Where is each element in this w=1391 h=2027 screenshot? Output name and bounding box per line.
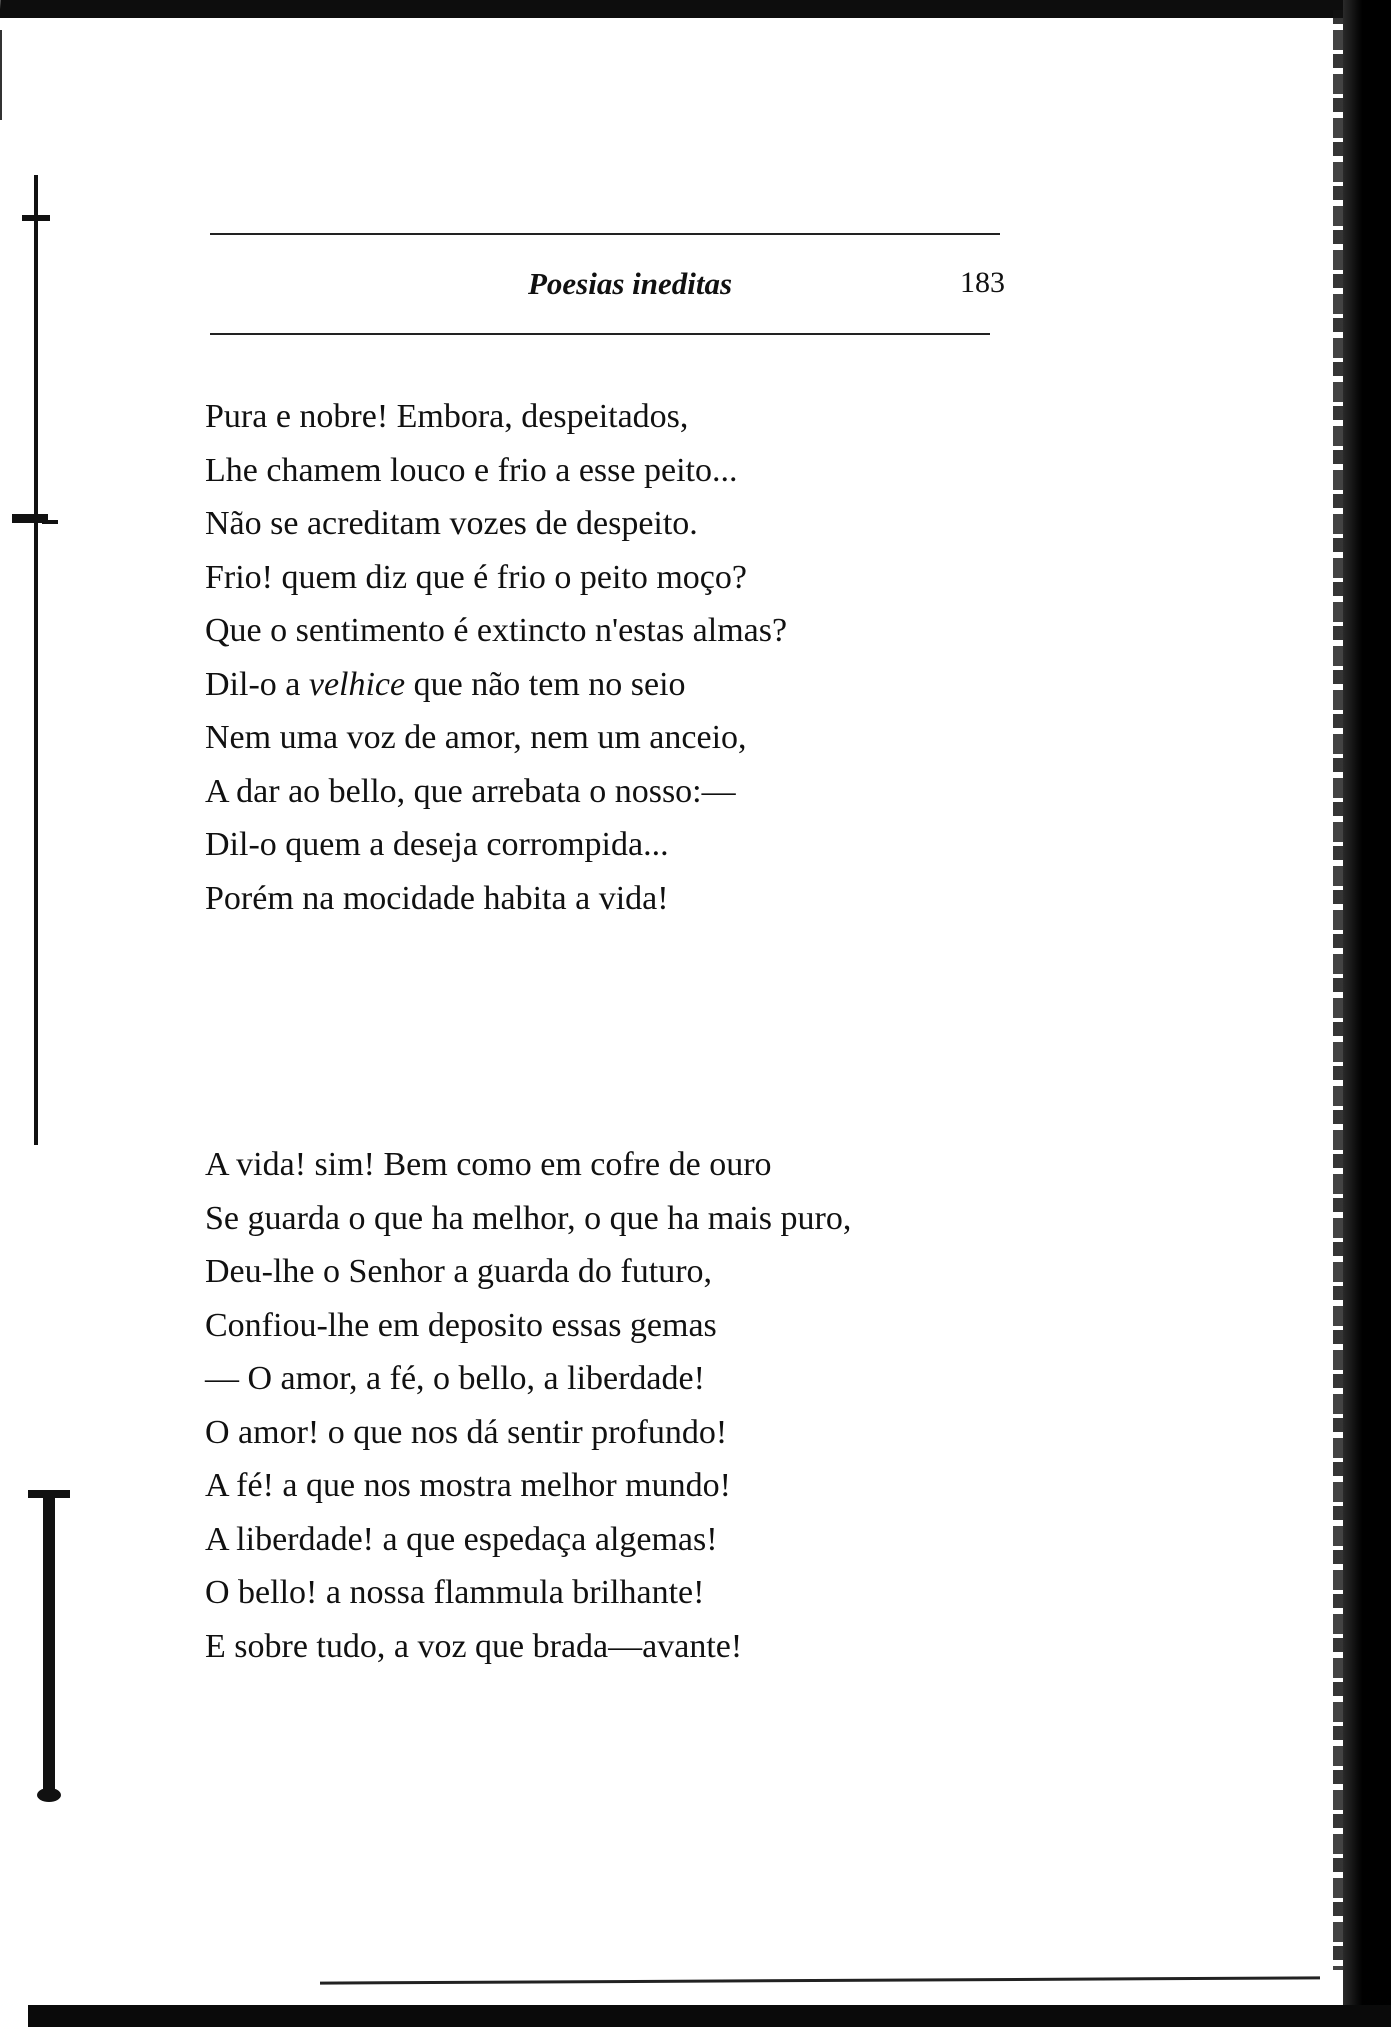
verse-line: Não se acreditam vozes de despeito. <box>205 505 698 542</box>
verse-line: O amor! o que nos dá sentir profundo! <box>205 1413 728 1451</box>
binding-bar-cap-lower-bottom <box>37 1788 61 1802</box>
verse-line: Se guarda o que ha melhor, o que ha mais puro, <box>205 1199 852 1237</box>
running-title: Poesias ineditas <box>527 266 733 301</box>
binding-bar-upper <box>34 175 38 1145</box>
verse-italic-word: velhice <box>308 665 406 703</box>
scan-page-edge-bottom <box>320 1976 1320 1984</box>
scan-border-top <box>0 0 1360 18</box>
verse-text-before: Dil-o a <box>205 665 309 703</box>
scan-page-edge-right <box>1333 10 1343 1970</box>
page-number: 183 <box>960 266 1005 299</box>
verse-line: O bello! a nossa flammula brilhante! <box>205 1574 705 1611</box>
binding-bar-arrow-tip <box>42 520 58 524</box>
verse-text-after: que não tem no seio <box>405 665 686 703</box>
header-rule-bottom <box>210 333 990 335</box>
verse-line: Dil-o quem a deseja corrompida... <box>205 826 669 863</box>
verse-line: Frio! quem diz que é frio o peito moço? <box>205 558 747 596</box>
scan-border-bottom <box>28 2005 1391 2027</box>
scan-border-right <box>1343 0 1391 2027</box>
binding-bar-cap-lower-top <box>28 1490 70 1498</box>
verse-line-with-italic <box>205 658 1005 712</box>
verse-line: E sobre tudo, a voz que brada—avante! <box>205 1627 743 1665</box>
verse-line: Porém na mocidade habita a vida! <box>205 879 669 917</box>
verse-line: A fé! a que nos mostra melhor mundo! <box>205 1467 731 1504</box>
verse-line: Deu-lhe o Senhor a guarda do futuro, <box>205 1253 713 1290</box>
header-rule-top <box>210 233 1000 235</box>
stanza-1 <box>205 390 1005 925</box>
stanza-2 <box>205 1138 1005 1673</box>
verse-line: Lhe chamem louco e frio a esse peito... <box>205 451 738 489</box>
verse-line: Que o sentimento é extincto n'estas almas? <box>205 612 788 649</box>
verse-line: Nem uma voz de amor, nem um anceio, <box>205 719 747 756</box>
verse-line: A dar ao bello, que arrebata o nosso:— <box>205 772 736 810</box>
binding-bar-lower <box>43 1490 55 1800</box>
binding-bar-cap-upper <box>22 215 50 221</box>
verse-line: A liberdade! a que espedaça algemas! <box>205 1520 718 1558</box>
verse-line: Pura e nobre! Embora, despeitados, <box>205 398 689 435</box>
verse-line: A vida! sim! Bem como em cofre de ouro <box>205 1146 772 1183</box>
verse-line: — O amor, a fé, o bello, a liberdade! <box>205 1360 705 1397</box>
scan-margin-line-top <box>0 30 2 120</box>
verse-line: Confiou-lhe em deposito essas gemas <box>205 1306 717 1344</box>
